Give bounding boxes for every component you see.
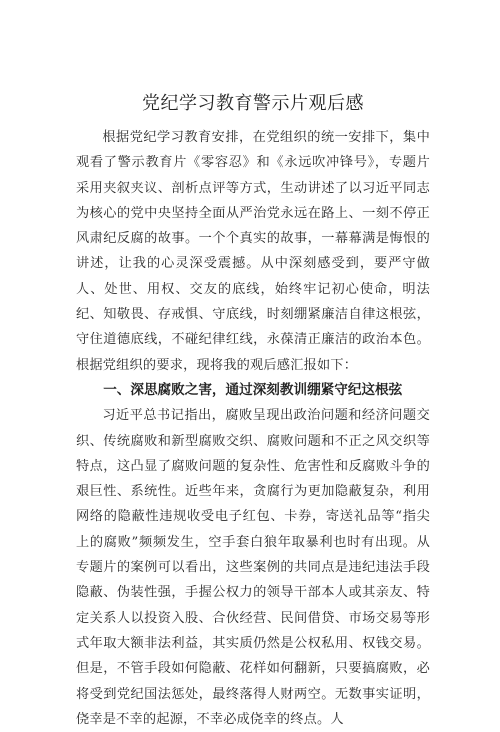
intro-paragraph: 根据党纪学习教育安排，在党组织的统一安排下，集中观看了警示教育片《零容忍》和《永远吹冲锋号》，专题片采用夹叙夹议、剖析点评等方式，生动讲述了以习近平同志为核心的党中央坚持全面从严治党永远在路上、一刻不停正风肃纪反腐的故事。一个个真实的故事，一幕幕满是悔恨的讲述，让我的心灵深受震撼。从中深刻感受到，要严守做人、处世、用权、交友的底线，始终牢记初心使命，明法纪、知敬畏、存戒惧、守底线，时刻绷紧廉洁自律这根弦，守住道德底线，不碰纪律红线，永葆清正廉洁的政治本色。根据党组织的要求，现将我的观后感汇报如下： (76, 130, 430, 373)
section-heading-1: 一、深思腐败之害，通过深刻教训绷紧守纪这根弦 (103, 381, 403, 398)
document-title: 党纪学习教育警示片观后感 (142, 93, 364, 114)
section-1-paragraph: 习近平总书记指出，腐败呈现出政治问题和经济问题交织、传统腐败和新型腐败交织、腐败问题和不正之风交织等特点，这凸显了腐败问题的复杂性、危害性和反腐败斗争的艰巨性、系统性。近些年来，贪腐行为更加隐蔽复杂，利用网络的隐蔽性违规收受电子红包、卡券，寄送礼品等“指尖上的腐败”频频发生，空手套白狼年取暴利也时有出现。从专题片的案例可以看出，这些案例的共同点是违纪违法手段隐蔽、伪装性强，手握公权力的领导干部本人或其亲友、特定关系人以投资入股、合伙经营、民间借贷、市场交易等形式年取大额非法利益，其实质仍然是公权私用、权钱交易。但是，不管手段如何隐蔽、花样如何翻新，只要搞腐败，必将受到党纪国法惩处，最终落得人财两空。无数事实证明，侥幸是不幸的起源，不幸必成侥幸的终点。人 (76, 408, 430, 727)
